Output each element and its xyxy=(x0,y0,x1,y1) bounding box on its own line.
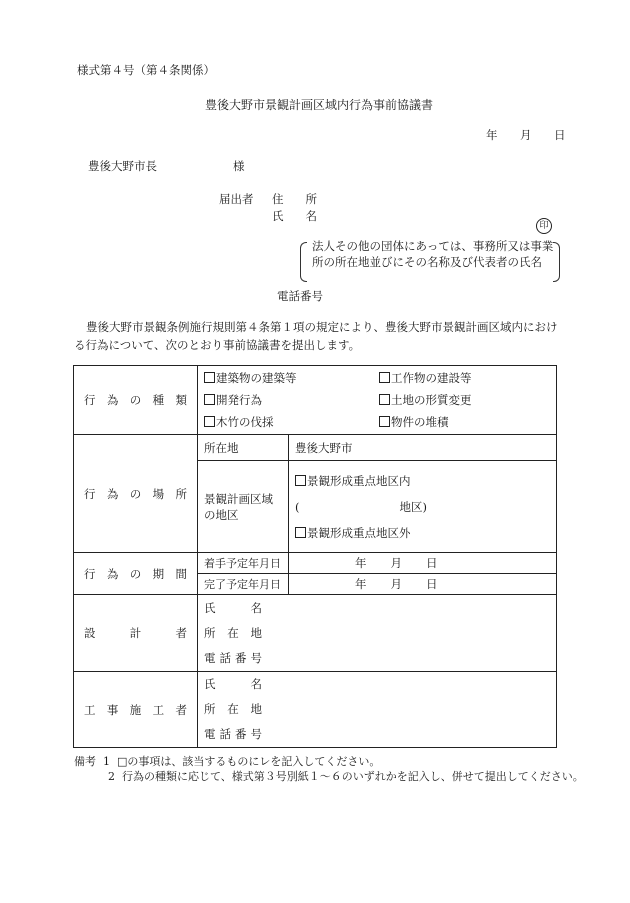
option-land-change[interactable]: 土地の形質変更 xyxy=(379,392,550,408)
designer-header: 設計者 xyxy=(74,595,198,672)
designer-fields xyxy=(198,595,557,672)
location-address-label: 所在地 xyxy=(198,435,289,461)
date-year: 年 xyxy=(486,128,498,142)
district-name-line[interactable]: ( 地区) xyxy=(295,499,427,514)
notifier-phone-label: 電話番号 xyxy=(277,289,323,303)
designer-phone-field[interactable]: 電話番号 xyxy=(204,650,262,665)
addressee: 豊後大野市長 xyxy=(88,159,157,173)
zone-outside-option[interactable]: 景観形成重点地区外 xyxy=(295,524,550,542)
option-structure[interactable]: 工作物の建設等 xyxy=(379,370,550,386)
location-address-value[interactable]: 豊後大野市 xyxy=(289,435,557,461)
zone-inside-option[interactable]: 景観形成重点地区内 xyxy=(295,472,550,490)
remark-2: 2 行為の種類に応じて、様式第３号別紙１～６のいずれかを記入し、併せて提出してください。 xyxy=(108,770,584,783)
contractor-name-field[interactable]: 氏名 xyxy=(204,677,262,691)
checkbox-icon[interactable] xyxy=(204,372,215,383)
checkbox-icon[interactable] xyxy=(379,372,390,383)
form-number: 様式第４号（第４条関係） xyxy=(77,63,215,77)
seal-mark-icon: 印 xyxy=(536,218,552,234)
checkbox-icon[interactable] xyxy=(295,475,306,486)
consultation-table xyxy=(73,365,557,748)
district-options xyxy=(289,461,557,553)
start-date-field[interactable]: 年 月 日 xyxy=(289,553,557,574)
submission-date xyxy=(486,127,566,143)
checkbox-icon[interactable] xyxy=(295,527,306,538)
designer-address-field[interactable]: 所在地 xyxy=(204,625,262,640)
bracket-right xyxy=(553,242,560,282)
end-date-field[interactable]: 年 月 日 xyxy=(289,574,557,595)
option-building[interactable]: 建築物の建築等 xyxy=(204,370,375,386)
act-type-header: 行為の種類 xyxy=(74,366,198,435)
row-contractor xyxy=(74,672,557,748)
option-tree-felling[interactable]: 木竹の伐採 xyxy=(204,414,375,430)
option-deposit[interactable]: 物件の堆積 xyxy=(379,414,550,430)
checkbox-icon[interactable] xyxy=(204,394,215,405)
checkbox-icon[interactable] xyxy=(379,416,390,427)
remark-1: 備考 1 □の事項は、該当するものにレを記入してください。 xyxy=(74,755,381,768)
notifier-name-label: 氏名 xyxy=(272,209,339,223)
row-act-type xyxy=(74,366,557,435)
remarks xyxy=(74,754,584,784)
intro-text: 豊後大野市景観条例施行規則第４条第１項の規定により、豊後大野市景観計画区域内における行為について、次のとおり事前協議書を提出します。 xyxy=(74,320,558,352)
checkbox-icon[interactable] xyxy=(379,394,390,405)
document-title: 豊後大野市景観計画区域内行為事前協議書 xyxy=(205,98,434,112)
period-header: 行為の期間 xyxy=(74,553,198,595)
checkbox-icon[interactable] xyxy=(204,416,215,427)
notifier-label: 届出者 xyxy=(219,192,254,206)
contractor-address-field[interactable]: 所在地 xyxy=(204,702,262,716)
end-date-label: 完了予定年月日 xyxy=(198,574,289,595)
designer-name-field[interactable]: 氏名 xyxy=(204,600,262,615)
contractor-fields xyxy=(198,672,557,748)
honorific: 様 xyxy=(233,159,245,173)
district-label: 景観計画区域の地区 xyxy=(198,461,289,553)
location-header: 行為の場所 xyxy=(74,435,198,553)
row-location-address xyxy=(74,435,557,461)
corporate-note: 法人その他の団体にあっては、事務所又は事業所の所在地並びにその名称及び代表者の氏名 xyxy=(312,239,554,269)
option-development[interactable]: 開発行為 xyxy=(204,392,375,408)
contractor-phone-field[interactable]: 電話番号 xyxy=(204,727,262,741)
row-period-start xyxy=(74,553,557,574)
contractor-header: 工事施工者 xyxy=(74,672,198,748)
notifier-address-label: 住所 xyxy=(272,192,339,206)
act-type-options xyxy=(198,366,557,435)
date-month: 月 xyxy=(520,128,532,142)
date-day: 日 xyxy=(554,128,566,142)
row-designer xyxy=(74,595,557,672)
start-date-label: 着手予定年月日 xyxy=(198,553,289,574)
